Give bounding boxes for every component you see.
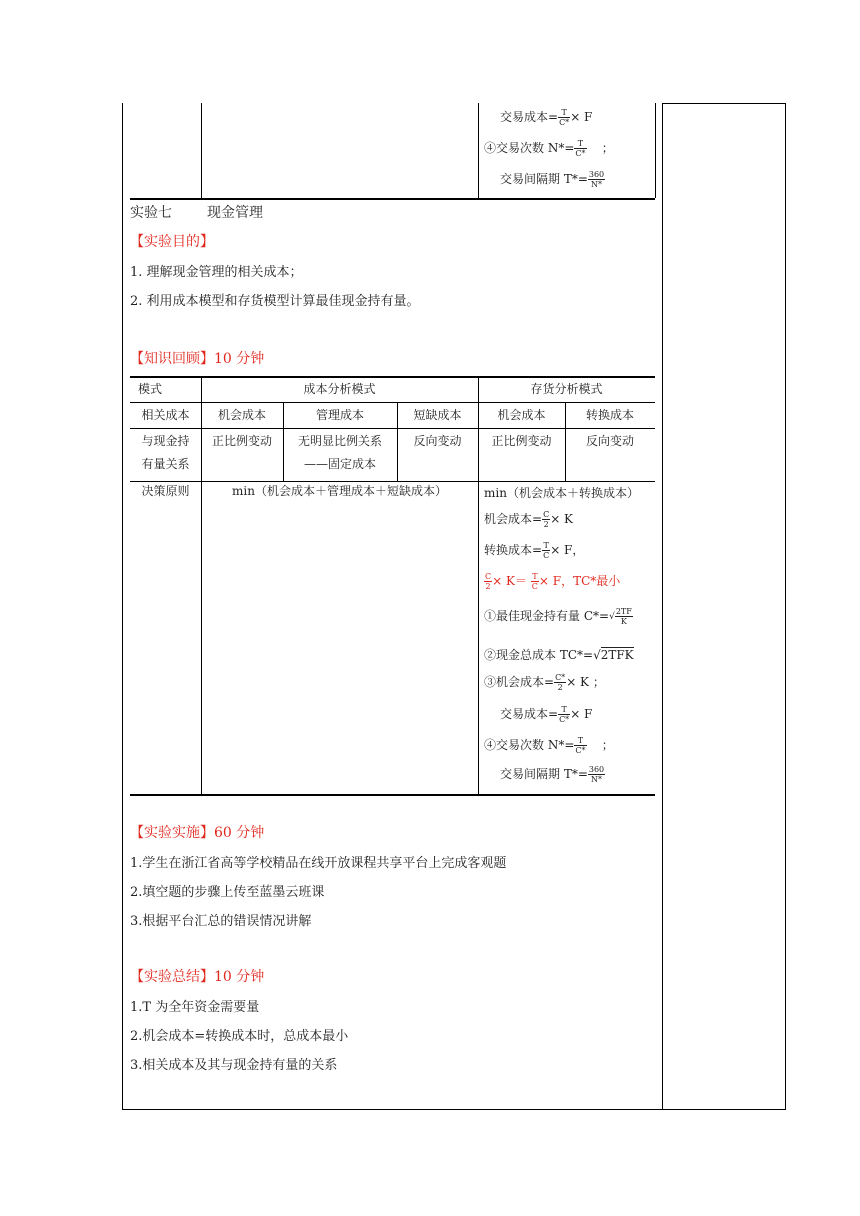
- purpose-item-1: 1. 理解现金管理的相关成本；: [130, 265, 303, 280]
- purpose-heading: 【实验目的】: [130, 234, 214, 250]
- formula-equilibrium: $\frac{C}{2}$ × K＝ $\frac{T}{C}$ × F，TC*最小: [485, 572, 621, 591]
- implementation-item-3: 3.根据平台汇总的错误情况讲解: [130, 914, 312, 929]
- top-formula-transaction-interval: 交易间隔期 T*= $\frac{360}{N*}$: [500, 170, 605, 189]
- top-table-col3: [655, 103, 656, 198]
- formula-transaction-count: ④交易次数 N*= $\frac{T}{C*}$ ；: [484, 736, 614, 755]
- header-inventory-model: 存货分析模式: [530, 382, 603, 396]
- frame-left-border: [122, 103, 123, 1110]
- decision-inventory-model: min（机会成本＋转换成本）: [484, 486, 639, 500]
- rel-shortage: 反向变动: [413, 434, 462, 448]
- header-mode: 模式: [138, 382, 163, 396]
- summary-heading-line: [130, 966, 264, 986]
- implementation-heading: 【实验实施】: [130, 825, 214, 841]
- formula-conversion-cost: 转换成本= $\frac{T}{C}$ × F，: [484, 541, 585, 560]
- summary-time: 10 分钟: [214, 969, 265, 985]
- table-bottom: [130, 794, 655, 796]
- formula-transaction-cost: 交易成本= $\frac{T}{C*}$ × F: [500, 705, 593, 724]
- summary-item-3: 3.相关成本及其与现金持有量的关系: [130, 1058, 338, 1073]
- top-table-bottom: [130, 198, 655, 200]
- summary-item-1: 1.T 为全年资金需要量: [130, 1000, 260, 1015]
- review-heading-line: [130, 348, 264, 368]
- cell-opportunity-cost-2: 机会成本: [497, 408, 546, 422]
- frame-bottom-border: [122, 1109, 786, 1110]
- formula-opportunity-cost: 机会成本= $\frac{C}{2}$ × K: [484, 510, 574, 529]
- frame-right-border: [785, 103, 786, 1110]
- cell-opportunity-cost: 机会成本: [217, 408, 266, 422]
- row-relation-line2: 有量关系: [141, 457, 190, 471]
- implementation-time: 60 分钟: [214, 825, 265, 841]
- implementation-item-1: 1.学生在浙江省高等学校精品在线开放课程共享平台上完成客观题: [130, 856, 507, 871]
- formula-opportunity-cost-2: ③机会成本= $\frac{C*}{2}$ × K ；: [484, 673, 605, 692]
- top-formula-transaction-count: ④交易次数 N*= $\frac{T}{C*}$ ；: [484, 139, 614, 158]
- top-formula-transaction-cost: 交易成本= $\frac{T}{C*}$ × F: [500, 108, 593, 127]
- frame-divider: [662, 103, 663, 1110]
- row-related-cost: 相关成本: [141, 408, 190, 422]
- formula-transaction-interval: 交易间隔期 T*= $\frac{360}{N*}$: [500, 765, 605, 784]
- review-time: 10 分钟: [214, 351, 265, 367]
- summary-heading: 【实验总结】: [130, 969, 214, 985]
- header-cost-model: 成本分析模式: [303, 382, 376, 396]
- summary-item-2: 2.机会成本=转换成本时，总成本最小: [130, 1029, 349, 1044]
- rel-opportunity-2: 正比例变动: [491, 434, 552, 448]
- implementation-item-2: 2.填空题的步骤上传至蓝墨云班课: [130, 885, 325, 900]
- frame-top-border: [662, 103, 786, 104]
- rel-management-line1: 无明显比例关系: [297, 434, 382, 448]
- rel-management-line2: ——固定成本: [303, 457, 376, 471]
- formula-optimal-cash: ①最佳现金持有量 C*=√ $\frac{2TF}{K}$: [484, 607, 632, 626]
- implementation-heading-line: [130, 822, 264, 842]
- top-table-col2: [478, 103, 479, 198]
- top-table-col1: [201, 103, 202, 198]
- row-relation-line1: 与现金持: [141, 434, 190, 448]
- rel-opportunity: 正比例变动: [211, 434, 272, 448]
- cell-management-cost: 管理成本: [315, 408, 364, 422]
- purpose-item-2: 2. 利用成本模型和存货模型计算最佳现金持有量。: [130, 294, 420, 309]
- experiment-title: 现金管理: [207, 205, 263, 221]
- rel-conversion: 反向变动: [585, 434, 634, 448]
- experiment-number: 实验七: [130, 205, 172, 221]
- formula-total-cost: ②现金总成本 TC*=√2TFK: [484, 648, 634, 662]
- decision-cost-model: min（机会成本＋管理成本＋短缺成本）: [232, 484, 447, 498]
- cell-conversion-cost: 转换成本: [585, 408, 634, 422]
- cell-shortage-cost: 短缺成本: [413, 408, 462, 422]
- row-decision-rule: 决策原则: [141, 484, 190, 498]
- review-heading: 【知识回顾】: [130, 351, 214, 367]
